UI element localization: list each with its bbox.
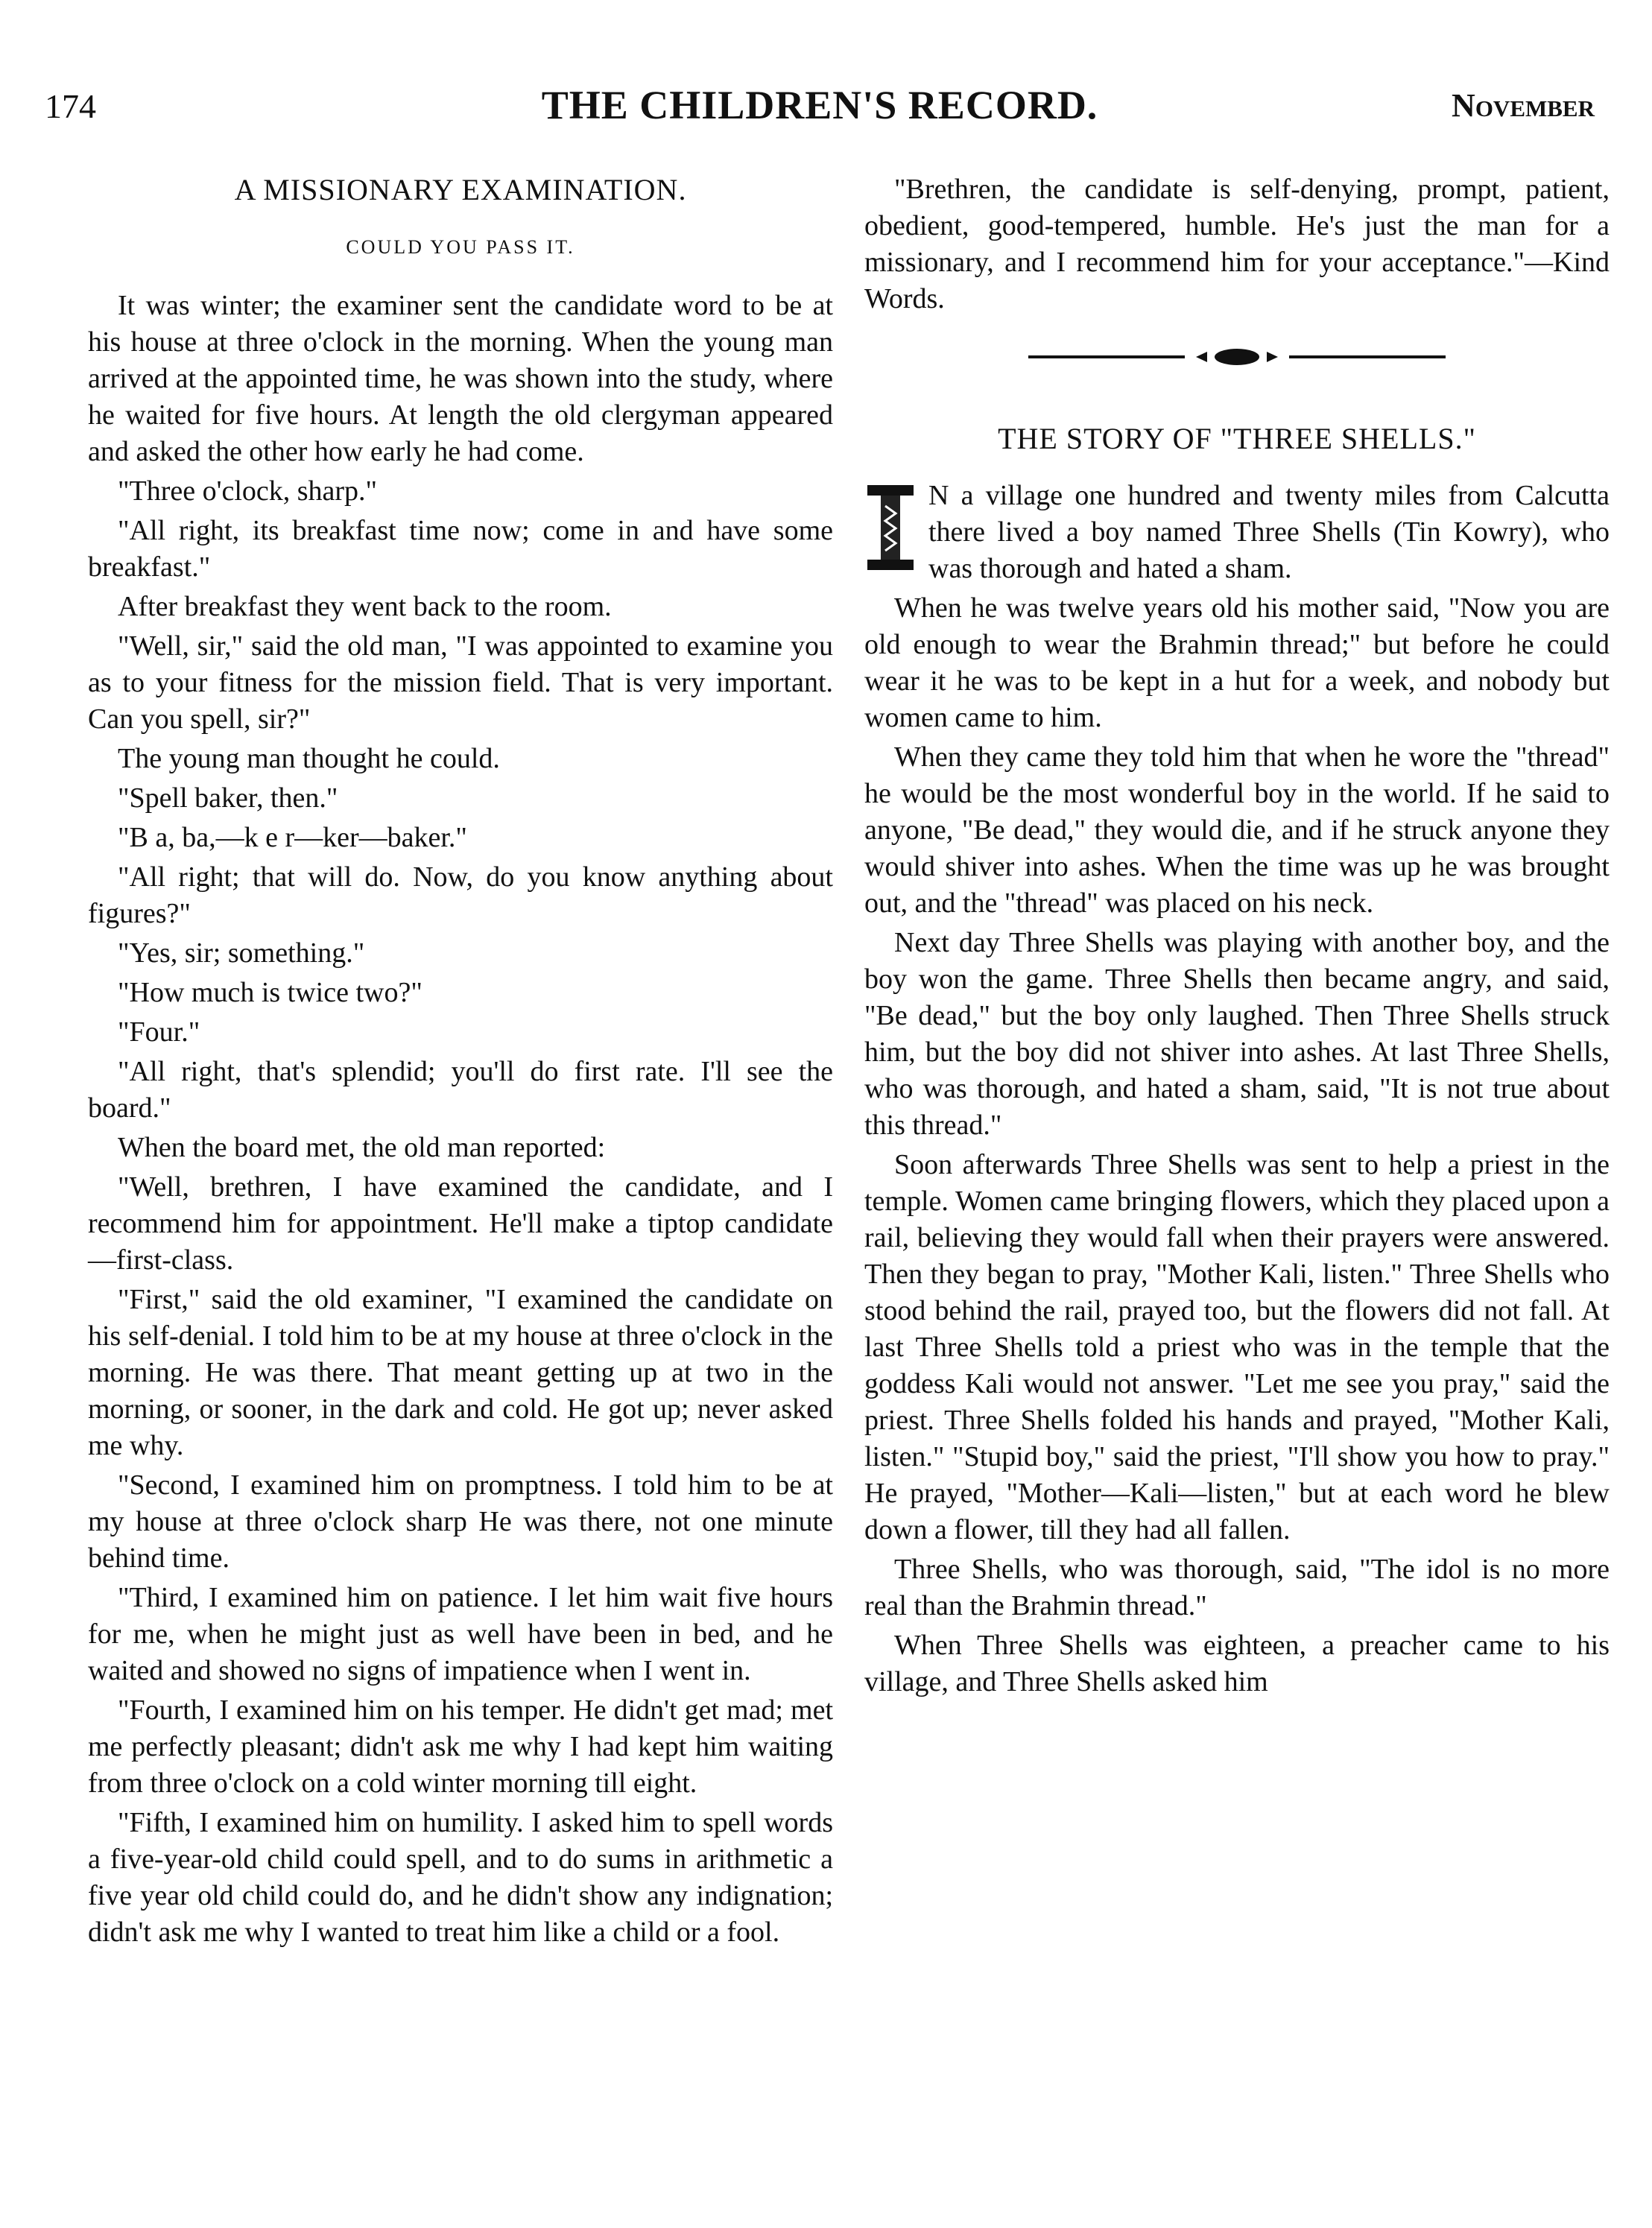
article-subtitle: COULD YOU PASS IT. <box>346 236 575 258</box>
paragraph: "All right, its breakfast time now; come in and have some breakfast." <box>88 515 833 583</box>
paragraph: When Three Shells was eighteen, a preacher came to his village, and Three Shells asked him <box>864 1630 1610 1697</box>
periodical-title: THE CHILDREN'S RECORD. <box>541 83 1098 127</box>
paragraph-text: N a village one hundred and twenty miles from Calcutta there lived a boy named Three Shells (Tin Kowry), who was thorough and hated a sham. <box>928 480 1610 584</box>
page-header <box>45 82 1595 142</box>
paragraph: When he was twelve years old his mother said, "Now you are old enough to wear the Brahmin thread;" but before he could wear it he was to be kept in a hut for a week, and nobody but women came to him. <box>864 592 1610 733</box>
paragraph: When the board met, the old man reported: <box>118 1132 606 1163</box>
paragraph: "How much is twice two?" <box>118 977 423 1008</box>
paragraph: "Second, I examined him on promptness. I told him to be at my house at three o'clock sharp He was there, not one minute behind time. <box>88 1469 833 1574</box>
paragraph <box>864 478 1610 587</box>
paragraph: "All right, that's splendid; you'll do first rate. I'll see the board." <box>88 1056 833 1124</box>
paragraph: "All right; that will do. Now, do you know anything about figures?" <box>88 861 833 929</box>
paragraph: Soon afterwards Three Shells was sent to help a priest in the temple. Women came bringing flowers, which they placed upon a rail, believing they would fall when their prayers were answered. Then they began to pray, "Mother Kali, listen." Three Shells who stood behind the rail, prayed too, but the flowers did not fall. At last Three Shells told a priest who was in the temple that the goddess Kali would not answer. "Let me see you pray," said the priest. Three Shells folded his hands and prayed, "Mother Kali, listen." "Stupid boy," said the priest, "I'll show you how to pray." He prayed, "Mother—Kali—listen," but at each word he blew down a flower, till they had all fallen. <box>864 1149 1610 1545</box>
decorative-dropcap-i <box>864 484 917 573</box>
paragraph: "Fifth, I examined him on humility. I asked him to spell words a five-year-old child could spell, and to do sums in arithmetic a five year old child could do, and he didn't show any indignation; didn't ask me why I wanted to treat him like a child or a fool. <box>88 1807 833 1948</box>
right-column <box>864 171 1610 1703</box>
paragraph: "Brethren, the candidate is self-denying, prompt, patient, obedient, good-tempered, humble. He's just the man for a missionary, and I recommend him for your acceptance."—Kind Words. <box>864 174 1610 314</box>
paragraph: After breakfast they went back to the room. <box>118 591 612 622</box>
paragraph: "Yes, sir; something." <box>118 937 365 969</box>
page-number: 174 <box>45 87 96 125</box>
paragraph: "B a, ba,—k e r—ker—baker." <box>118 822 467 853</box>
paragraph: "Three o'clock, sharp." <box>118 475 378 507</box>
paragraph: Next day Three Shells was playing with another boy, and the boy won the game. Three Shells then became angry, and said, "Be dead," but the boy only laughed. Then Three Shells struck him, but the boy did not shiver into ashes. At last Three Shells, who was thorough, and hated a sham, said, "It is not true about this thread." <box>864 927 1610 1141</box>
paragraph: "Well, brethren, I have examined the candidate, and I recommend him for appointment. He'll make a tiptop candidate—first-class. <box>88 1171 833 1276</box>
paragraph: It was winter; the examiner sent the candidate word to be at his house at three o'clock in the morning. When the young man arrived at the appointed time, he was shown into the study, where he waited for five hours. At length the old clergyman appeared and asked the other how early he had come. <box>88 290 833 467</box>
paragraph: "Four." <box>118 1016 200 1048</box>
paragraph: "Third, I examined him on patience. I let him wait five hours for me, when he might just as well have been in bed, and he waited and showed no signs of impatience when I went in. <box>88 1582 833 1686</box>
paragraph: "Spell baker, then." <box>118 782 338 814</box>
article-title: A MISSIONARY EXAMINATION. <box>234 173 687 206</box>
issue-month: November <box>1452 87 1595 124</box>
paragraph: "Well, sir," said the old man, "I was appointed to examine you as to your fitness for the mission field. That is very important. Can you spell, sir?" <box>88 630 833 735</box>
paragraph: When they came they told him that when he wore the "thread" he would be the most wonderful boy in the world. If he said to anyone, "Be dead," they would die, and if he struck anyone they would shiver into ashes. When the time was up he was brought out, and the "thread" was placed on his neck. <box>864 741 1610 919</box>
paragraph: The young man thought he could. <box>118 743 500 774</box>
ornamental-divider <box>1028 346 1446 368</box>
paragraph: "First," said the old examiner, "I examined the candidate on his self-denial. I told him to be at my house at three o'clock in the morning. He was there. That meant getting up at two in the morning, or sooner, in the dark and cold. He got up; never asked me why. <box>88 1284 833 1461</box>
left-column <box>88 171 833 1954</box>
article-title: THE STORY OF "THREE SHELLS." <box>998 422 1476 455</box>
paragraph: "Fourth, I examined him on his temper. He didn't get mad; met me perfectly pleasant; didn't ask me why I had kept him waiting from three o'clock on a cold winter morning till eight. <box>88 1694 833 1799</box>
paragraph: Three Shells, who was thorough, said, "The idol is no more real than the Brahmin thread." <box>864 1554 1610 1621</box>
